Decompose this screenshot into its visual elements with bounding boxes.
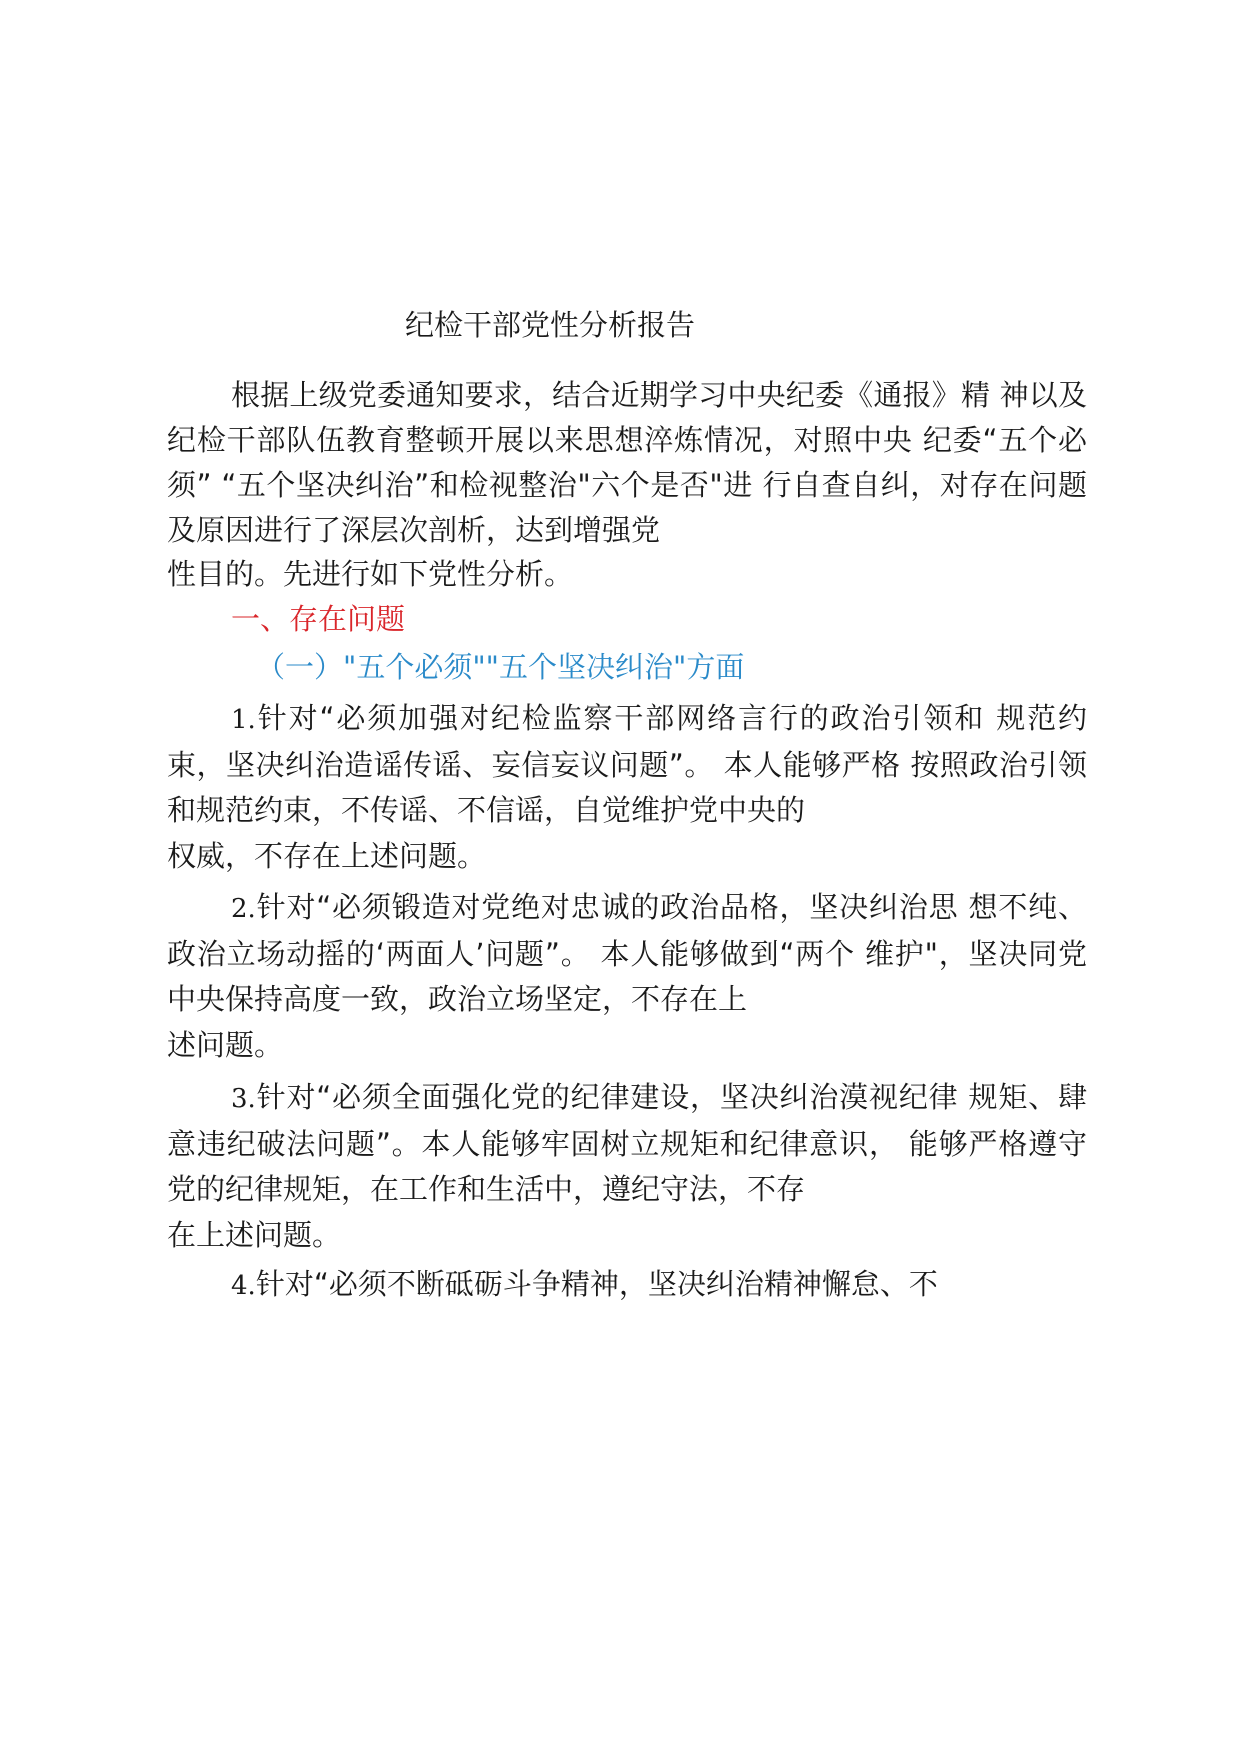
- item-4-paragraph: [167, 1262, 1087, 1309]
- intro-paragraph-tail: 性目的。先进行如下党性分析。: [167, 557, 574, 591]
- item-2-tail: 述问题。: [167, 1028, 284, 1062]
- item-1-paragraph: [167, 696, 1087, 833]
- item-3-tail: 在上述问题。: [167, 1218, 342, 1252]
- item-4-text: 针对“必须不断砥砺斗争精神，坚决纠治精神懈怠、不: [255, 1267, 938, 1301]
- intro-text: 根据上级党委通知要求，结合近期学习中央纪委《通报》精 神以及纪检干部队伍教育整顿开展以来思想淬炼情况，对照中央 纪委“五个必须” “五个坚决纠治”和检视整治"六个是否"进 行自查自纠，对存在问题及原因进行了深层次剖析，达到增强党: [167, 378, 1087, 547]
- item-3-text: 针对“必须全面强化党的纪律建设，坚决纠治漠视纪律 规矩、肆意违纪破法问题”。本人能够牢固树立规矩和纪律意识， 能够严格遵守党的纪律规矩，在工作和生活中，遵纪守法，不存: [167, 1080, 1087, 1206]
- intro-paragraph: [167, 373, 1087, 553]
- document-title: 纪检干部党性分析报告: [404, 308, 695, 342]
- item-4-number: 4.: [231, 1271, 256, 1301]
- item-2-text: 针对“必须锻造对党绝对忠诚的政治品格，坚决纠治思 想不纯、政治立场动摇的‘两面人’问题”。 本人能够做到“两个 维护"，坚决同党中央保持高度一致，政治立场坚定，不存在上: [167, 890, 1087, 1016]
- item-1-tail: 权威，不存在上述问题。: [167, 839, 487, 873]
- item-3-paragraph: [167, 1075, 1087, 1212]
- item-1-number: 1.: [231, 705, 256, 735]
- item-3-number: 3.: [231, 1084, 256, 1114]
- item-2-number: 2.: [231, 894, 256, 924]
- item-1-text: 针对“必须加强对纪检监察干部网络言行的政治引领和 规范约束，坚决纠治造谣传谣、妄信妄议问题”。 本人能够严格 按照政治引领和规范约束，不传谣、不信谣，自觉维护党中央的: [167, 701, 1087, 827]
- item-2-paragraph: [167, 885, 1087, 1022]
- section-heading-problems: 一、存在问题: [231, 602, 406, 636]
- subsection-heading: （一）"五个必须""五个坚决纠治"方面: [256, 650, 745, 684]
